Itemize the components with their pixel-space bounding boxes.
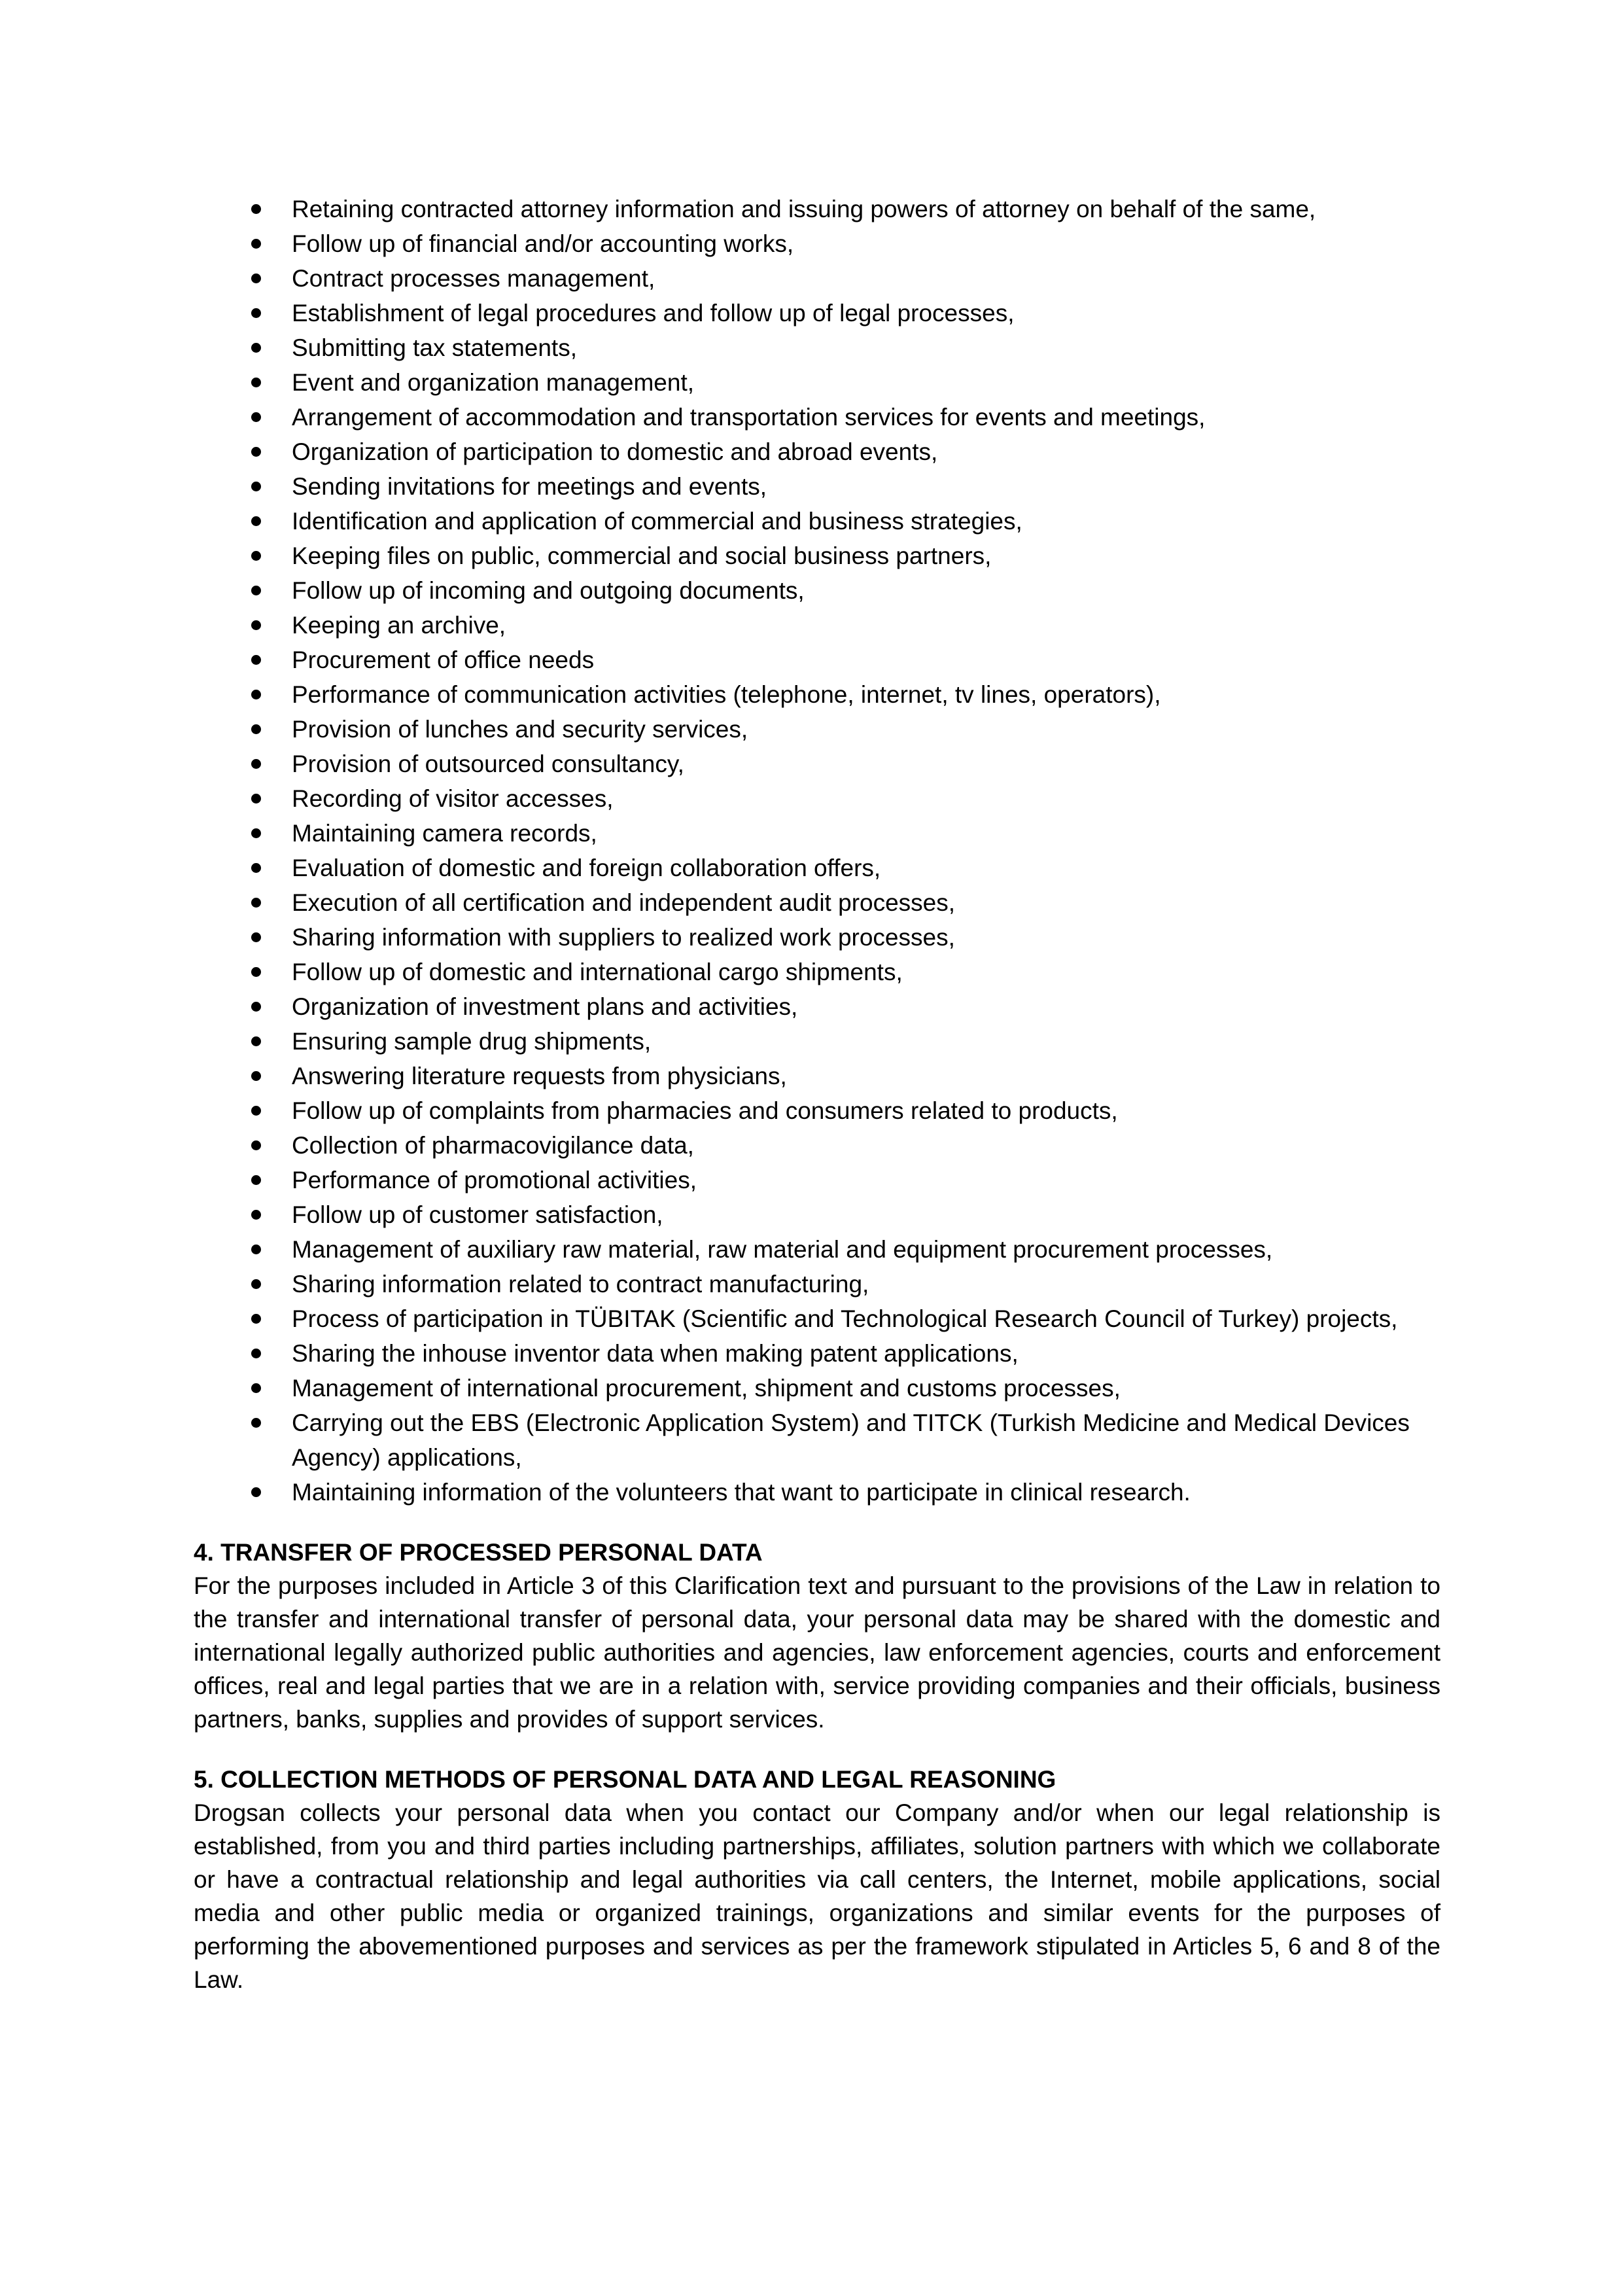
list-item-text: Event and organization management, [292,369,695,396]
list-item [194,781,1440,816]
list-item [194,573,1440,608]
list-item-text: Provision of lunches and security services, [292,716,748,743]
list-item-text: Establishment of legal procedures and follow up of legal processes, [292,300,1015,327]
bullet-icon [251,1349,261,1358]
bullet-icon [251,794,261,804]
bullet-icon [251,1036,261,1046]
list-item [194,1197,1440,1232]
list-item-text: Retaining contracted attorney information and issuing powers of attorney on behalf of the same, [292,196,1316,222]
bullet-icon [251,308,261,318]
list-item [194,261,1440,296]
list-item-text: Process of participation in TÜBITAK (Scientific and Technological Research Council of Turkey) projects, [292,1305,1398,1332]
bullet-icon [251,1002,261,1012]
list-item-text: Provision of outsourced consultancy, [292,751,684,777]
list-item [194,1267,1440,1301]
list-item-text: Collection of pharmacovigilance data, [292,1132,694,1159]
list-item [194,400,1440,434]
list-item-text: Follow up of complaints from pharmacies and consumers related to products, [292,1097,1118,1124]
bullet-icon [251,378,261,387]
list-item-text: Carrying out the EBS (Electronic Application System) and TITCK (Turkish Medicine and Medical Devices Agency) applications, [292,1409,1410,1471]
list-item-text: Sharing information with suppliers to realized work processes, [292,924,955,951]
list-item-text: Arrangement of accommodation and transportation services for events and meetings, [292,404,1206,431]
list-item [194,539,1440,573]
list-item [194,1163,1440,1197]
list-item [194,955,1440,989]
list-item-text: Procurement of office needs [292,646,595,673]
bullet-icon [251,1314,261,1324]
bullet-icon [251,447,261,457]
bullet-icon [251,239,261,249]
bullet-icon [251,898,261,908]
section-5-heading: 5. COLLECTION METHODS OF PERSONAL DATA AND LEGAL REASONING [194,1766,1056,1793]
list-item-text: Identification and application of commercial and business strategies, [292,508,1022,535]
bullet-icon [251,724,261,734]
bullet-icon [251,1210,261,1220]
bullet-icon [251,1418,261,1428]
list-item-text: Sharing information related to contract manufacturing, [292,1271,869,1298]
bullet-icon [251,828,261,838]
list-item-text: Maintaining camera records, [292,820,597,847]
list-item [194,1128,1440,1163]
list-item [194,989,1440,1024]
list-item [194,747,1440,781]
list-item-text: Keeping an archive, [292,612,506,639]
bullet-icon [251,1071,261,1081]
bullet-icon [251,274,261,283]
list-item-text: Follow up of customer satisfaction, [292,1201,663,1228]
list-item-text: Sending invitations for meetings and events, [292,473,767,500]
bullet-icon [251,516,261,526]
list-item [194,608,1440,643]
purposes-bullet-list [194,192,1440,1510]
bullet-icon [251,1383,261,1393]
bullet-icon [251,586,261,595]
list-item-text: Recording of visitor accesses, [292,785,614,812]
list-item-text: Performance of communication activities (telephone, internet, tv lines, operators), [292,681,1161,708]
list-item [194,365,1440,400]
list-item-text: Organization of participation to domestic and abroad events, [292,438,938,465]
list-item-text: Organization of investment plans and activities, [292,993,798,1020]
list-item-text: Follow up of domestic and international cargo shipments, [292,959,903,985]
list-item-text: Management of auxiliary raw material, raw material and equipment procurement processes, [292,1236,1273,1263]
bullet-icon [251,1140,261,1150]
list-item-text: Sharing the inhouse inventor data when making patent applications, [292,1340,1019,1367]
bullet-icon [251,412,261,422]
list-item-text: Follow up of financial and/or accounting works, [292,230,794,257]
bullet-icon [251,932,261,942]
list-item [194,677,1440,712]
list-item [194,885,1440,920]
bullet-icon [251,204,261,214]
list-item-text: Evaluation of domestic and foreign collaboration offers, [292,855,881,881]
bullet-icon [251,863,261,873]
list-item [194,1405,1440,1475]
list-item [194,1301,1440,1336]
list-item [194,1475,1440,1510]
list-item [194,1371,1440,1405]
bullet-icon [251,759,261,769]
bullet-icon [251,967,261,977]
list-item [194,643,1440,677]
list-item [194,504,1440,539]
bullet-icon [251,655,261,665]
list-item [194,1024,1440,1059]
list-item-text: Answering literature requests from physicians, [292,1063,787,1089]
list-item [194,816,1440,851]
list-item [194,712,1440,747]
list-item-text: Performance of promotional activities, [292,1167,697,1193]
list-item [194,1093,1440,1128]
list-item [194,920,1440,955]
section-4-heading: 4. TRANSFER OF PROCESSED PERSONAL DATA [194,1539,763,1566]
list-item-text: Submitting tax statements, [292,334,577,361]
bullet-icon [251,1245,261,1254]
bullet-icon [251,1106,261,1116]
list-item-text: Keeping files on public, commercial and social business partners, [292,542,992,569]
list-item-text: Maintaining information of the volunteers that want to participate in clinical research. [292,1479,1191,1506]
list-item-text: Ensuring sample drug shipments, [292,1028,652,1055]
list-item-text: Management of international procurement, shipment and customs processes, [292,1375,1121,1402]
bullet-icon [251,343,261,353]
bullet-icon [251,1279,261,1289]
list-item [194,330,1440,365]
list-item-text: Contract processes management, [292,265,655,292]
bullet-icon [251,1175,261,1185]
bullet-icon [251,690,261,699]
section-4-body: For the purposes included in Article 3 of this Clarification text and pursuant to the provisions of the Law in relation to the transfer and international transfer of personal data, your personal data may be shared with the domestic and international legally authorized public authorities and agencies, law enforcement agencies, courts and enforcement offices, real and legal parties that we are in a relation with, service providing companies and their officials, business partners, banks, supplies and provides of support services. [194,1572,1440,1733]
list-item [194,1336,1440,1371]
list-item [194,192,1440,226]
list-item [194,469,1440,504]
list-item-text: Execution of all certification and independent audit processes, [292,889,956,916]
bullet-icon [251,482,261,491]
list-item-text: Follow up of incoming and outgoing documents, [292,577,805,604]
bullet-icon [251,551,261,561]
list-item [194,296,1440,330]
list-item [194,851,1440,885]
list-item [194,1059,1440,1093]
section-5-body: Drogsan collects your personal data when you contact our Company and/or when our legal relationship is established, from you and third parties including partnerships, affiliates, solution partners with which we collaborate or have a contractual relationship and legal authorities via call centers, the Internet, mobile applications, social media and other public media or organized trainings, organizations and similar events for the purposes of performing the abovementioned purposes and services as per the framework stipulated in Articles 5, 6 and 8 of the Law. [194,1799,1440,1993]
list-item [194,1232,1440,1267]
bullet-icon [251,1487,261,1497]
list-item [194,226,1440,261]
bullet-icon [251,620,261,630]
list-item [194,434,1440,469]
